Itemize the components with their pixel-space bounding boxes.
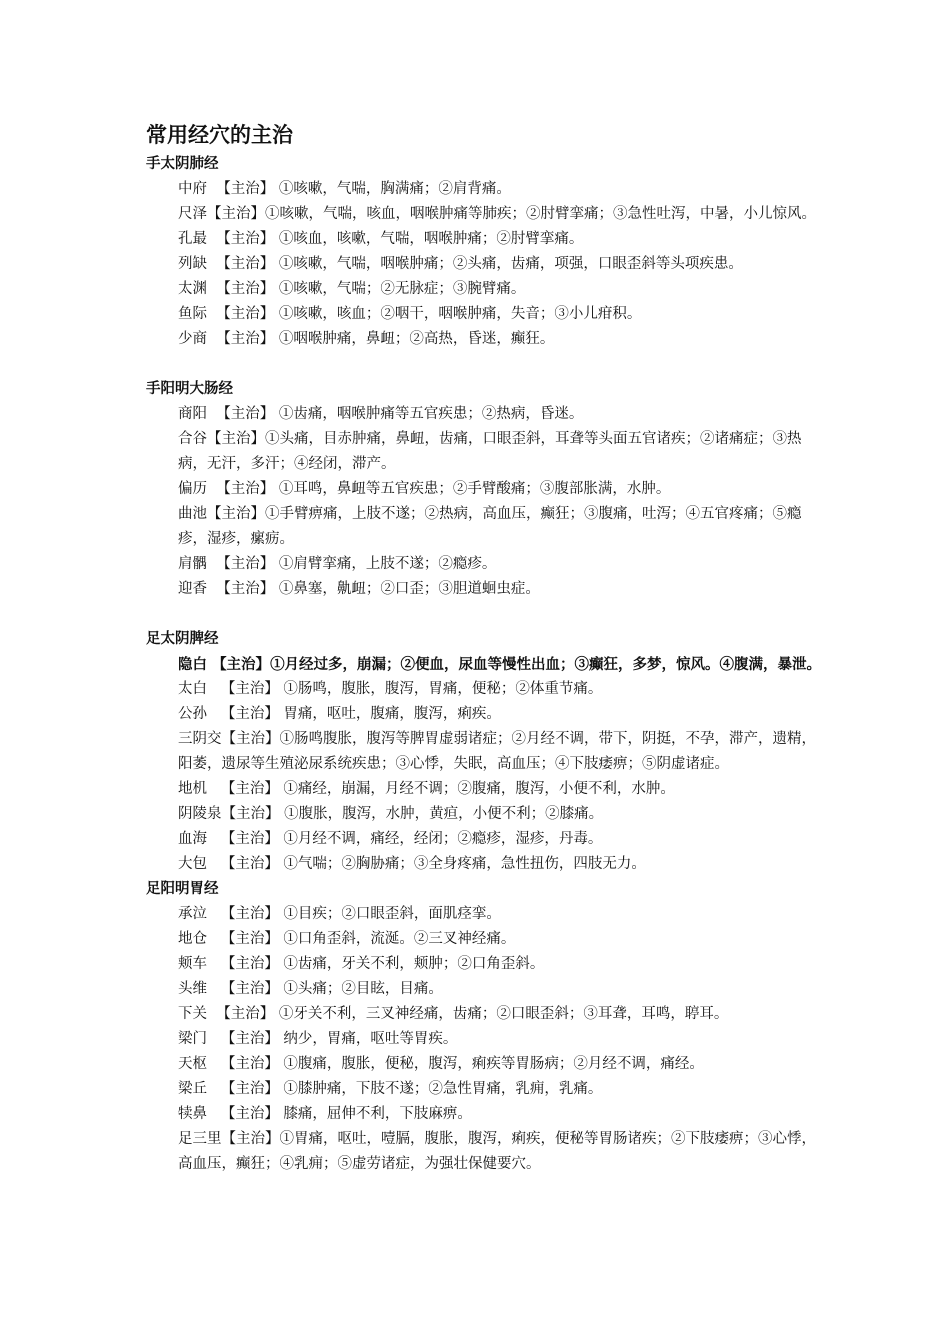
acupoint-entry [146,577,826,602]
indication-tag: 【主治】 [216,181,275,197]
name-gap [207,231,216,247]
indication-tag: 【主治】 [216,231,275,247]
acupoint-name: 肩髃 [178,556,207,572]
acupoint-name: 太渊 [178,281,207,297]
acupoint-entry [146,977,826,1002]
section-spacer [146,602,826,627]
acupoint-name: 天枢 [178,1056,207,1072]
indication-text: ①肠鸣腹胀，腹泻等脾胃虚弱诸症；②月经不调，带下，阴挺，不孕，滞产，遗精，阳萎，遗尿等生殖泌尿系统疾患；③心悸，失眠，高血压；④下肢痿痹；⑤阴虚诸症。 [178,731,816,772]
indication-text: ①肠鸣，腹胀，腹泻，胃痛，便秘；②体重节痛。 [278,681,603,697]
acupoint-name: 公孙 [178,706,207,722]
acupoint-entry [146,552,826,577]
meridian-heading: 足阳明胃经 [146,881,219,897]
acupoint-name: 合谷 [178,431,207,447]
acupoint-name: 承泣 [178,906,207,922]
indication-text: ①膝肿痛，下肢不遂；②急性胃痛，乳痈，乳痛。 [278,1081,603,1097]
name-gap [207,306,216,322]
indication-text: 胃痛，呕吐，腹痛，腹泻，痢疾。 [278,706,501,722]
indication-tag: 【主治】 [221,806,280,822]
indication-tag: 【主治】 [216,481,275,497]
acupoint-entry [146,502,826,552]
acupoint-name: 三阴交 [178,731,222,747]
acupoint-entry [146,277,826,302]
name-gap [207,781,221,797]
indication-tag: 【主治】 [216,1006,275,1022]
acupoint-name: 商阳 [178,406,207,422]
indication-text: ①目疾；②口眼歪斜，面肌痉挛。 [278,906,501,922]
acupoint-name: 颊车 [178,956,207,972]
name-gap [207,906,221,922]
indication-tag: 【主治】 [220,706,279,722]
acupoint-name: 隐白 [178,656,207,673]
indication-text: ①头痛；②目眩，目痛。 [278,981,443,997]
indication-text: ①咳嗽，气喘，咳血，咽喉肿痛等肺疾；②肘臂挛痛；③急性吐泻，中暑，小儿惊风。 [265,206,816,222]
meridian-heading: 手太阴肺经 [146,156,219,172]
indication-tag: 【主治】 [220,1081,279,1097]
name-gap [207,256,216,272]
indication-text: ①月经过多，崩漏；②便血，尿血等慢性出血；③癫狂，多梦，惊风。④腹满，暴泄。 [270,656,822,673]
acupoint-name: 列缺 [178,256,207,272]
acupoint-entry [146,202,826,227]
indication-tag: 【主治】 [207,431,265,447]
indication-tag: 【主治】 [216,281,275,297]
indication-text: ①手臂痹痛，上肢不遂；②热病，高血压，癫狂；③腹痛，吐泻；④五官疼痛；⑤瘾疹，湿疹，瘰疬。 [178,506,802,547]
name-gap [207,281,216,297]
acupoint-entry [146,1052,826,1077]
name-gap [207,1106,221,1122]
acupoint-name: 迎香 [178,581,207,597]
name-gap [207,181,216,197]
indication-text: ①齿痛，牙关不利，颊肿；②口角歪斜。 [278,956,545,972]
acupoint-entry [146,1027,826,1052]
name-gap [207,706,221,722]
acupoint-name: 偏历 [178,481,207,497]
acupoint-entry [146,1127,826,1177]
acupoint-name: 梁丘 [178,1081,207,1097]
name-gap [207,931,221,947]
name-gap [207,556,216,572]
indication-tag: 【主治】 [220,931,279,947]
indication-tag: 【主治】 [220,681,279,697]
indication-text: ①气喘；②胸胁痛；③全身疼痛，急性扭伤，四肢无力。 [278,856,646,872]
acupoint-entry [146,252,826,277]
name-gap [207,681,221,697]
acupoint-entry [146,402,826,427]
name-gap [207,481,216,497]
indication-tag: 【主治】 [216,581,275,597]
indication-text: ①咳嗽，气喘，咽喉肿痛；②头痛，齿痛，项强，口眼歪斜等头项疾患。 [274,256,743,272]
indication-text: ①胃痛，呕吐，噎膈，腹胀，腹泻，痢疾，便秘等胃肠诸疾；②下肢痿痹；③心悸，高血压，癫狂；④乳痈；⑤虚劳诸症，为强壮保健要穴。 [178,1131,816,1172]
indication-tag: 【主治】 [220,906,279,922]
indication-text: 膝痛，屈伸不利，下肢麻痹。 [278,1106,472,1122]
acupoint-entry [146,302,826,327]
indication-text: ①头痛，目赤肿痛，鼻衄，齿痛，口眼歪斜，耳聋等头面五官诸疾；②诸痛症；③热病，无汗，多汗；④经闭，滞产。 [178,431,802,472]
indication-text: ①齿痛，咽喉肿痛等五官疾患；②热病，昏迷。 [274,406,584,422]
acupoint-name: 中府 [178,181,207,197]
acupoint-entry [146,927,826,952]
indication-text: ①咳血，咳嗽，气喘，咽喉肿痛；②肘臂挛痛。 [274,231,584,247]
acupoint-name: 地仓 [178,931,207,947]
name-gap [207,581,216,597]
indication-text: 纳少，胃痛，呕吐等胃疾。 [278,1031,458,1047]
indication-text: ①咳嗽，气喘，胸满痛；②肩背痛。 [274,181,511,197]
indication-tag: 【主治】 [220,1031,279,1047]
name-gap [207,1031,221,1047]
acupoint-entry [146,427,826,477]
acupoint-entry [146,1077,826,1102]
indication-tag: 【主治】 [212,656,271,673]
indication-tag: 【主治】 [216,331,275,347]
indication-tag: 【主治】 [220,831,279,847]
name-gap [207,406,216,422]
acupoint-name: 血海 [178,831,207,847]
indication-text: ①咳嗽，咳血；②咽干，咽喉肿痛，失音；③小儿疳积。 [274,306,642,322]
acupoint-entry [146,227,826,252]
document-page [146,118,826,1177]
acupoint-name: 大包 [178,856,207,872]
name-gap [207,831,221,847]
indication-text: ①咽喉肿痛，鼻衄；②高热，昏迷，癫狂。 [274,331,555,347]
acupoint-entry [146,652,826,677]
indication-tag: 【主治】 [220,1056,279,1072]
acupoint-entry [146,1002,826,1027]
indication-text: ①耳鸣，鼻衄等五官疾患；②手臂酸痛；③腹部胀满，水肿。 [274,481,671,497]
indication-tag: 【主治】 [220,981,279,997]
indication-text: ①腹胀，腹泻，水肿，黄疸，小便不利；②膝痛。 [279,806,604,822]
acupoint-entry [146,327,826,352]
meridian-heading: 足太阴脾经 [146,631,219,647]
acupoint-entry [146,177,826,202]
meridian-heading: 手阳明大肠经 [146,381,233,397]
indication-text: ①牙关不利，三叉神经痛，齿痛；②口眼歪斜；③耳聋，耳鸣，聤耳。 [274,1006,729,1022]
acupoint-name: 尺泽 [178,206,207,222]
acupoint-entry [146,777,826,802]
acupoint-entry [146,902,826,927]
indication-text: ①咳嗽，气喘；②无脉症；③腕臂痛。 [274,281,526,297]
acupoint-entry [146,677,826,702]
acupoint-name: 下关 [178,1006,207,1022]
indication-tag: 【主治】 [216,556,275,572]
indication-tag: 【主治】 [216,256,275,272]
acupoint-name: 头维 [178,981,207,997]
indication-tag: 【主治】 [220,781,279,797]
acupoint-name: 足三里 [178,1131,222,1147]
acupoint-name: 太白 [178,681,207,697]
name-gap [207,1056,221,1072]
indication-text: ①月经不调，痛经，经闭；②瘾疹，湿疹，丹毒。 [278,831,603,847]
indication-tag: 【主治】 [207,206,265,222]
name-gap [207,1081,221,1097]
indication-tag: 【主治】 [216,306,275,322]
indication-tag: 【主治】 [216,406,275,422]
meridian-sections [146,152,826,1177]
acupoint-name: 犊鼻 [178,1106,207,1122]
acupoint-entry [146,727,826,777]
indication-tag: 【主治】 [207,506,265,522]
indication-text: ①肩臂挛痛，上肢不遂；②瘾疹。 [274,556,497,572]
acupoint-name: 鱼际 [178,306,207,322]
acupoint-name: 曲池 [178,506,207,522]
acupoint-name: 阴陵泉 [178,806,222,822]
indication-tag: 【主治】 [220,956,279,972]
acupoint-entry [146,802,826,827]
indication-text: ①痛经，崩漏，月经不调；②腹痛，腹泻，小便不利，水肿。 [278,781,675,797]
name-gap [207,981,221,997]
name-gap [207,856,221,872]
indication-tag: 【主治】 [221,731,280,747]
section-spacer [146,352,826,377]
acupoint-name: 梁门 [178,1031,207,1047]
acupoint-name: 地机 [178,781,207,797]
indication-text: ①腹痛，腹胀，便秘，腹泻，痢疾等胃肠病；②月经不调，痛经。 [278,1056,704,1072]
name-gap [207,956,221,972]
acupoint-name: 孔最 [178,231,207,247]
indication-tag: 【主治】 [221,1131,280,1147]
acupoint-entry [146,702,826,727]
acupoint-name: 少商 [178,331,207,347]
acupoint-entry [146,477,826,502]
acupoint-entry [146,952,826,977]
name-gap [207,1006,216,1022]
indication-text: ①鼻塞，鼽衄；②口歪；③胆道蛔虫症。 [274,581,540,597]
acupoint-entry [146,852,826,877]
acupoint-entry [146,1102,826,1127]
indication-text: ①口角歪斜，流涎。②三叉神经痛。 [278,931,516,947]
name-gap [207,331,216,347]
acupoint-entry [146,827,826,852]
indication-tag: 【主治】 [220,1106,279,1122]
page-title: 常用经穴的主治 [146,123,293,147]
indication-tag: 【主治】 [220,856,279,872]
